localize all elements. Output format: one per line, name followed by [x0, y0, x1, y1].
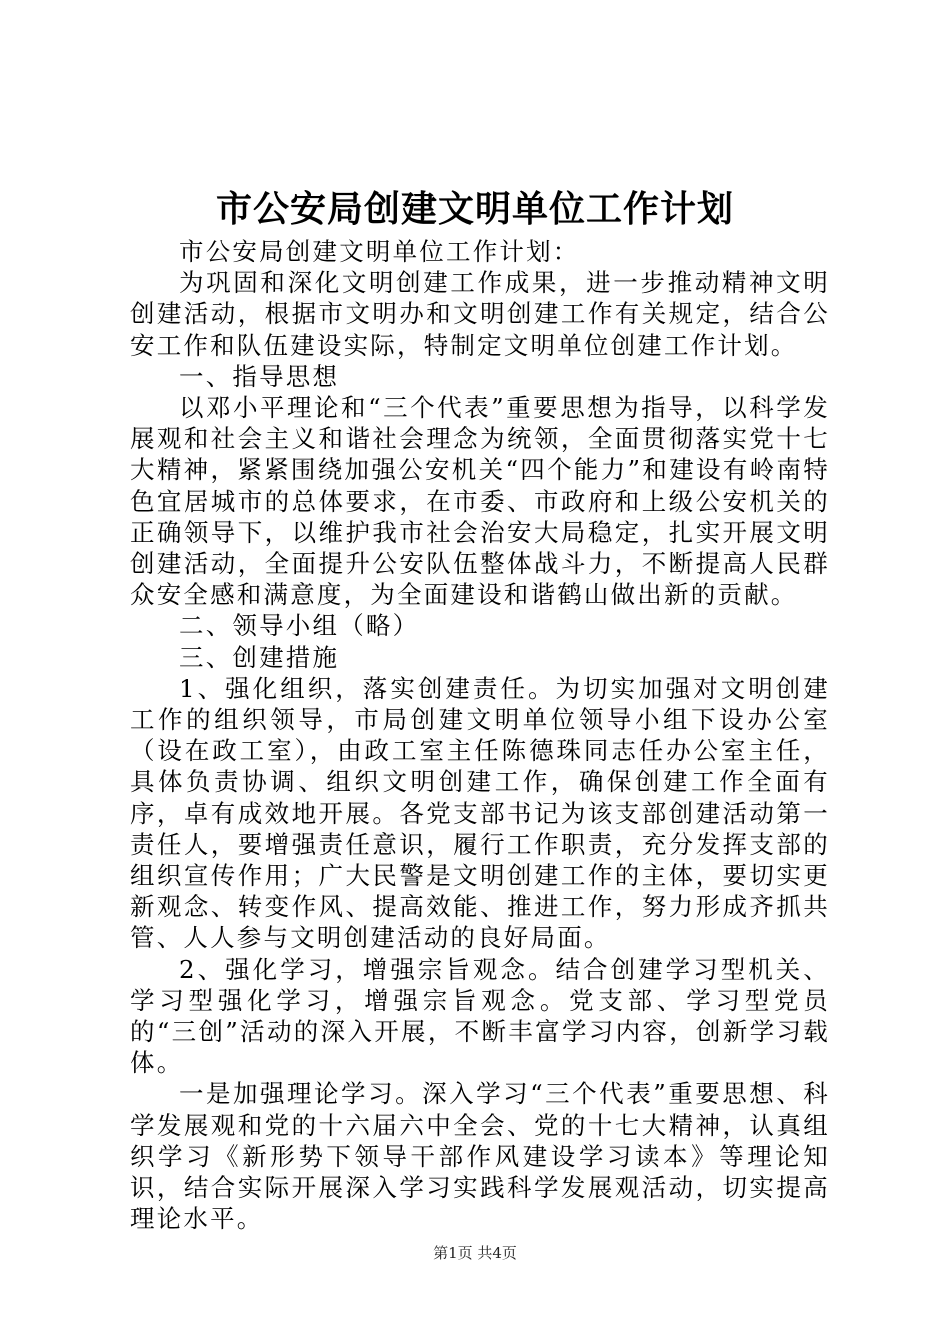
salutation-paragraph: 市公安局创建文明单位工作计划：	[179, 237, 580, 266]
document-title: 市公安局创建文明单位工作计划	[215, 188, 734, 230]
section-heading-guiding-thought: 一、指导思想	[179, 361, 340, 391]
document-body	[130, 236, 830, 1235]
intro-paragraph: 为巩固和深化文明创建工作成果，进一步推动精神文明创建活动，根据市文明办和文明创建工作有关规定，结合公安工作和队伍建设实际，特制定文明单位创建工作计划。	[130, 268, 830, 360]
guiding-thought-paragraph: 以邓小平理论和“三个代表”重要思想为指导，以科学发展观和社会主义和谐社会理念为统领，全面贯彻落实党十七大精神，紧紧围绕加强公安机关“四个能力”和建设有岭南特色宜居城市的总体要求，在市委、市政府和上级公安机关的正确领导下，以维护我市社会治安大局稳定，扎实开展文明创建活动，全面提升公安队伍整体战斗力，不断提高人民群众安全感和满意度，为全面建设和谐鹤山做出新的贡献。	[130, 393, 830, 610]
measure-2-paragraph: 2、强化学习，增强宗旨观念。结合创建学习型机关、学习型强化学习，增强宗旨观念。党支部、学习型党员的“三创”活动的深入开展，不断丰富学习内容，创新学习载体。	[130, 954, 830, 1078]
section-heading-measures: 三、创建措施	[179, 642, 340, 672]
theory-study-paragraph: 一是加强理论学习。深入学习“三个代表”重要思想、科学发展观和党的十六届六中全会、党的十七大精神，认真组织学习《新形势下领导干部作风建设学习读本》等理论知识，结合实际开展深入学习实践科学发展观活动，切实提高理论水平。	[130, 1079, 830, 1234]
measure-1-paragraph: 1、强化组织，落实创建责任。为切实加强对文明创建工作的组织领导，市局创建文明单位领导小组下设办公室（设在政工室），由政工室主任陈德珠同志任办公室主任，具体负责协调、组织文明创建工作，确保创建工作全面有序，卓有成效地开展。各党支部书记为该支部创建活动第一责任人，要增强责任意识，履行工作职责，充分发挥支部的组织宣传作用；广大民警是文明创建工作的主体，要切实更新观念、转变作风、提高效能、推进工作，努力形成齐抓共管、人人参与文明创建活动的良好局面。	[130, 673, 830, 953]
section-heading-leadership-group: 二、领导小组（略）	[179, 611, 420, 641]
page-number-footer: 第1页 共4页	[433, 1244, 517, 1262]
